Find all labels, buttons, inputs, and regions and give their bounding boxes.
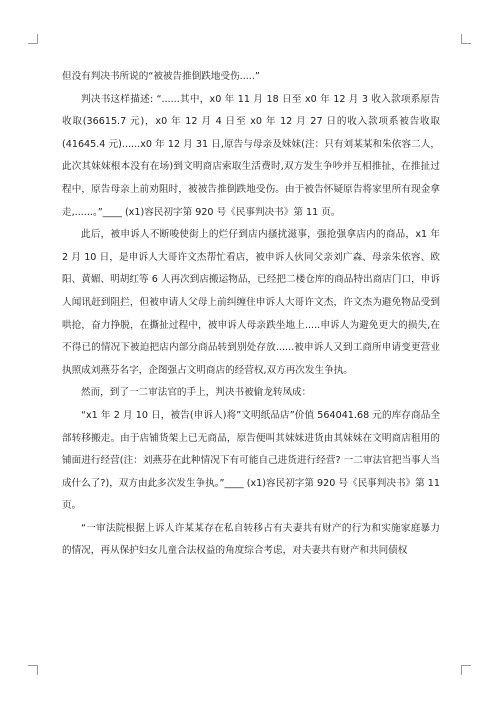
document-body (62, 66, 440, 563)
crop-mark-top-right (461, 34, 471, 44)
paragraph-6: “一审法院根据上诉人许某某存在私自转移占有夫妻共有财产的行为和实施家庭暴力的情况，再从保护妇女儿童合法权益的角度综合考虑，对夫妻共有财产和共同债权 (62, 522, 440, 557)
crop-mark-bottom-left (28, 665, 38, 675)
crop-mark-bottom-right (461, 665, 471, 675)
crop-mark-top-left (28, 34, 38, 44)
paragraph-4: 然而，到了一二审法官的手上，判决书被偷龙转凤成： (81, 387, 312, 399)
paragraph-2: 判决书这样描述: “......其中，x0 年 11 月 18 日至 x0 年 12 月 3 收入款项系原告收取(36615.7 元)，x0 年 12 月 4 日至 x0 年 12 月 27 日的收入款项系被告收取(41645.4 元)......x0 年 12 月 31 日,原告与母亲及妹妹(注：只有刘某某和朱依容二人，此次其妹妹根本没有在场)到文明商店索取生活费时,双方发生争吵并互相推扯，在推扯过程中，原告母亲上前劝阻时，被被告推倒跌地受伤。由于被告怀疑原告将家里所有现金拿走,......。”____ (x1)容民初字第 920 号《民事判决书》第 11 页。 (62, 93, 440, 218)
paragraph-5: “x1 年 2 月 10 日，被告(申诉人)将”文明纸品店”价值 564041.68 元的库存商品全部转移搬走。由于店铺货架上已无商品，原告便叫其妹妹进货由其妹妹在文明商店租用的铺面进行经营(注：刘燕芬在此种情况下有可能自己进货进行经营? 一二审法官把当事人当成什么了?)，双方由此多次发生争执。”____ (x1)容民初字第 920 号《民事判决书》第 11 页。 (62, 409, 440, 512)
paragraph-1: 但没有判决书所说的“被被告推倒跌地受伤.....” (62, 71, 260, 82)
paragraph-3: 此后，被申诉人不断唆使街上的烂仔到店内搔扰滋事，强抢强拿店内的商品，x1 年 2 月 10 日，是申诉人大哥许文杰帮忙看店，被申诉人伙同父亲刘广森、母亲朱依容、欧阳、黄媚、明胡红等 6 人再次到店搬运物品，已经把二楼仓库的商品特出商店门口，申诉人闻讯赶到阻拦，但被申请人父母上前纠缠住申诉人大哥许文杰，许文杰为避免物品受到哄抢，奋力挣脱，在撕扯过程中，被申诉人母亲跌坐地上.....申诉人为避免更大的损失,在不得已的情况下被迫把店内部分商品转到别处存放......被申诉人又到工商所申请变更营业执照成刘燕芬名字，企图强占文明商店的经营权,双方再次发生争执。 (62, 229, 440, 376)
